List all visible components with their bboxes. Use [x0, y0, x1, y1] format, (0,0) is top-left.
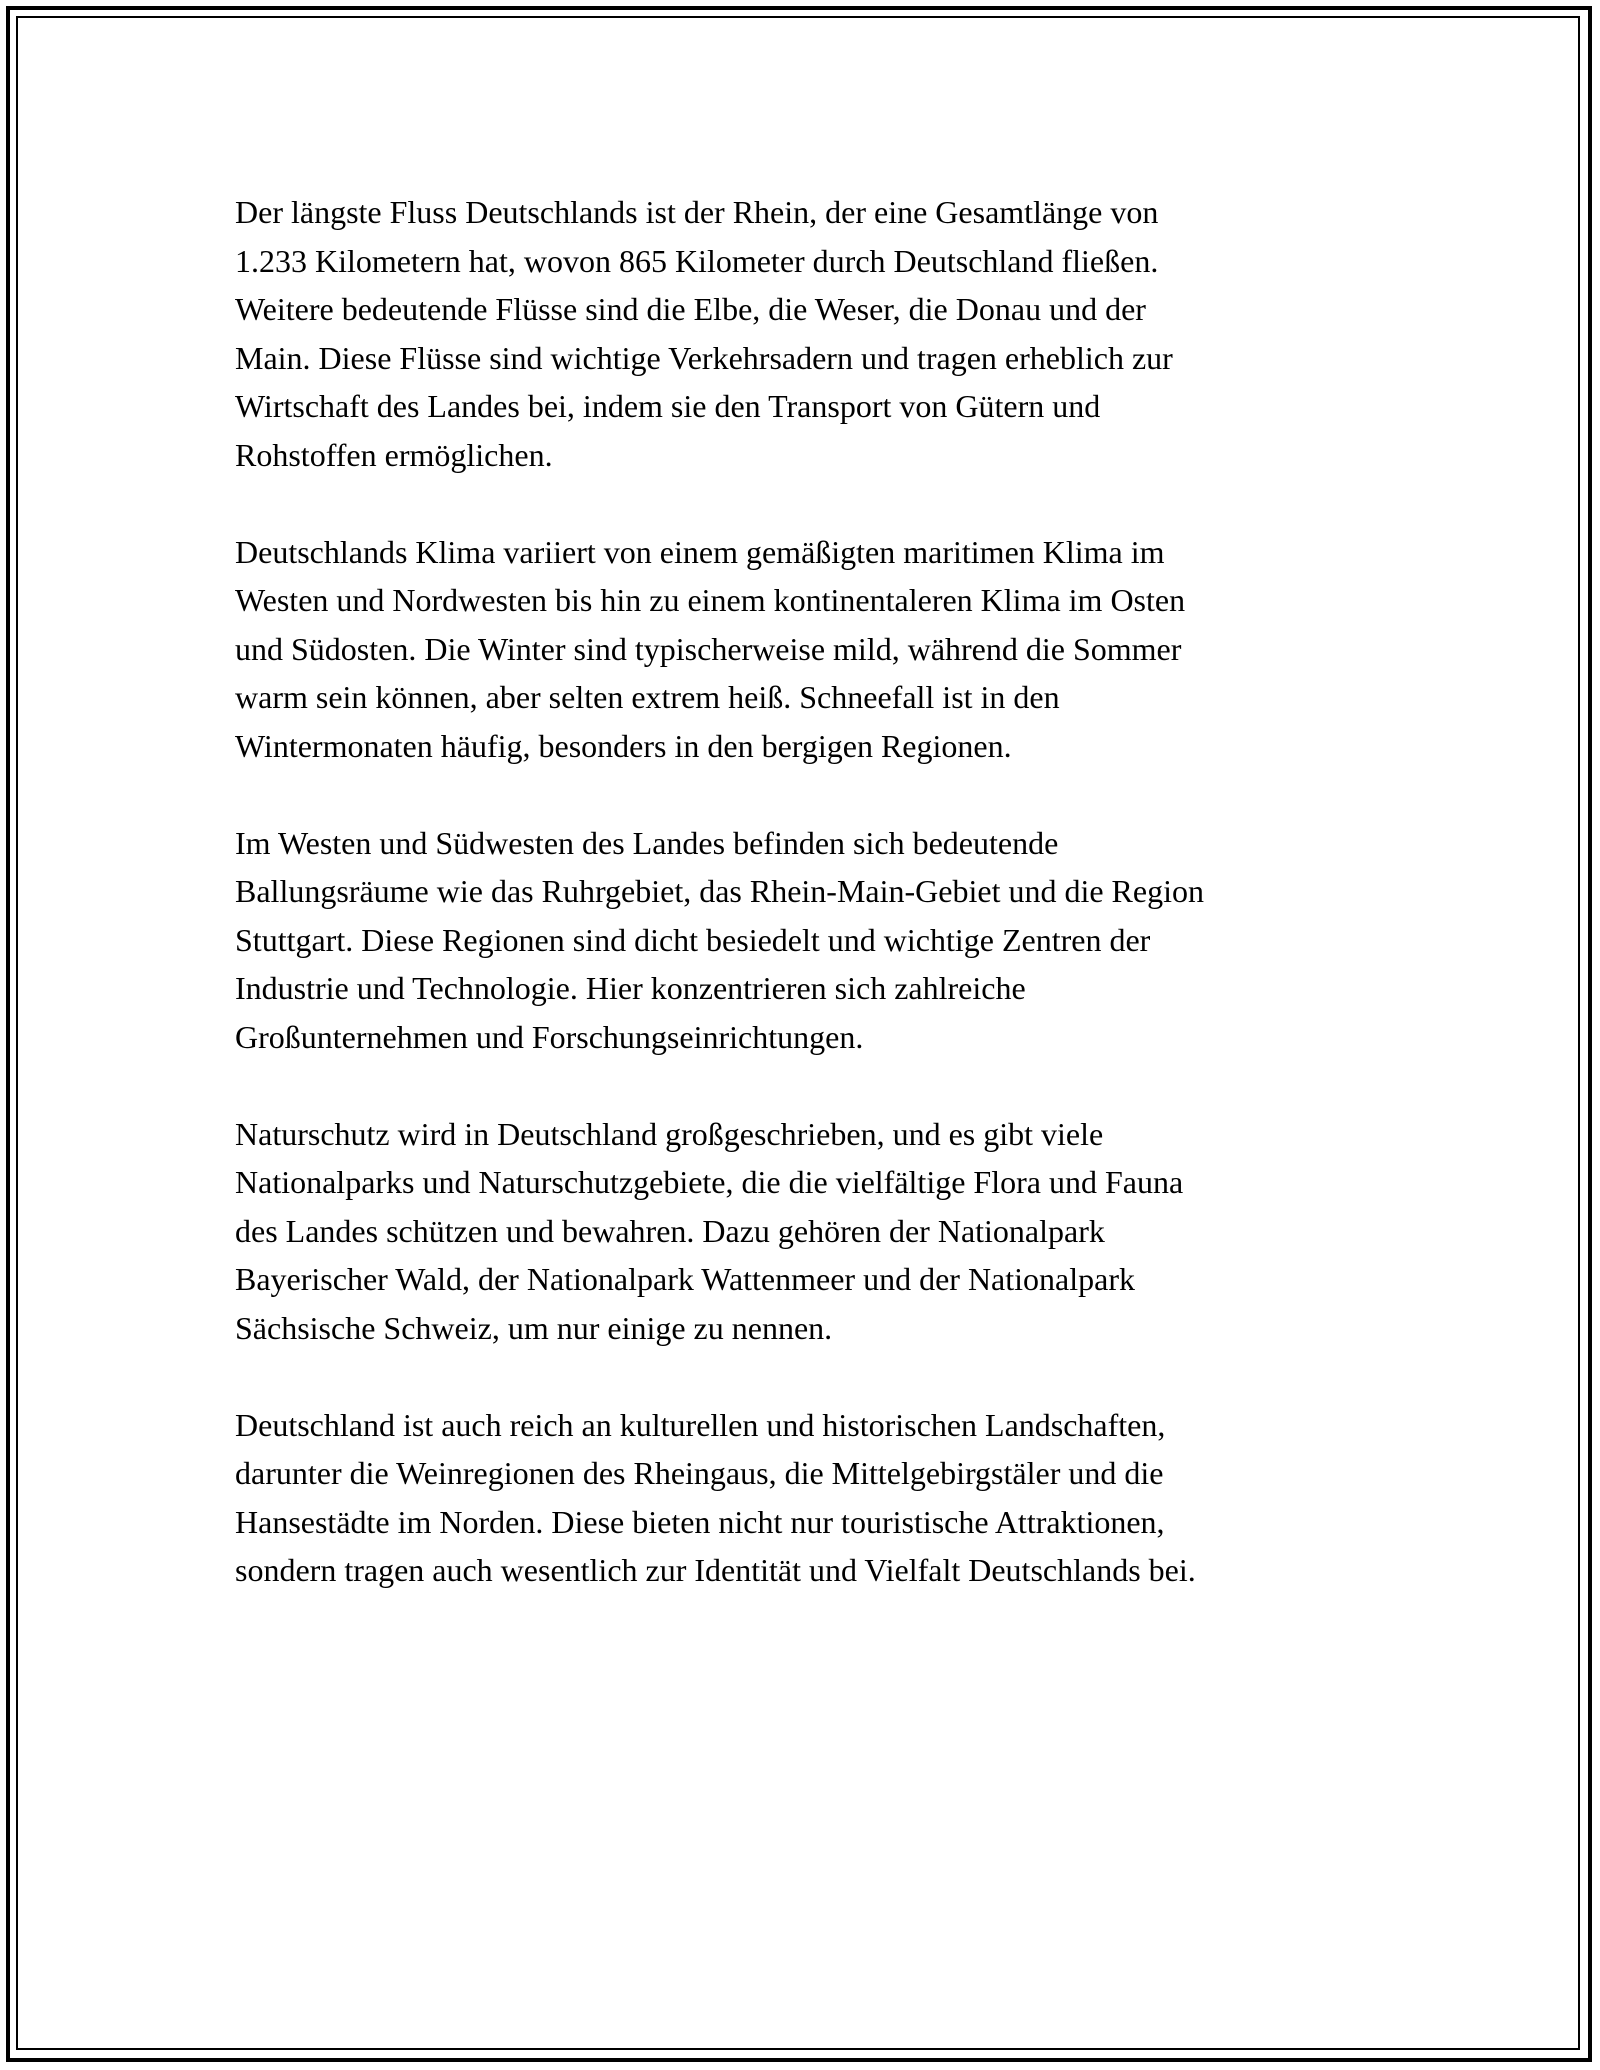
text-line: Weitere bedeutende Flüsse sind die Elbe, die Weser, die Donau und der [235, 291, 1146, 327]
text-line: Westen und Nordwesten bis hin zu einem kontinentaleren Klima im Osten [235, 582, 1186, 618]
text-line: Naturschutz wird in Deutschland großgeschrieben, und es gibt viele [235, 1115, 1104, 1152]
text-line: Sächsische Schweiz, um nur einige zu nennen. [235, 1309, 833, 1346]
text-line: Hansestädte im Norden. Diese bieten nicht nur touristische Attraktionen, [235, 1503, 1165, 1540]
text-line: sondern tragen auch wesentlich zur Identität und Vielfalt Deutschlands bei. [235, 1552, 1196, 1588]
text-line: Der längste Fluss Deutschlands ist der Rhein, der eine Gesamtlänge von [235, 194, 1159, 230]
text-line: Nationalparks und Naturschutzgebiete, die die vielfältige Flora und Fauna [235, 1164, 1184, 1200]
text-line: Wirtschaft des Landes bei, indem sie den Transport von Gütern und [235, 388, 1101, 424]
text-line: Industrie und Technologie. Hier konzentrieren sich zahlreiche [235, 970, 1026, 1006]
text-line: 1.233 Kilometern hat, wovon 865 Kilometer durch Deutschland fließen. [235, 242, 1159, 279]
paragraph-climate [235, 528, 1365, 771]
text-line: Rohstoffen ermöglichen. [235, 436, 553, 473]
text-line: des Landes schützen und bewahren. Dazu gehören der Nationalpark [235, 1212, 1105, 1249]
paragraph-culture [235, 1401, 1365, 1595]
paragraph-regions [235, 819, 1365, 1062]
text-line: Deutschlands Klima variiert von einem gemäßigten maritimen Klima im [235, 533, 1165, 570]
text-line: Wintermonaten häufig, besonders in den bergigen Regionen. [235, 727, 1012, 764]
document-body [235, 188, 1365, 1643]
text-line: und Südosten. Die Winter sind typischerweise mild, während die Sommer [235, 630, 1182, 667]
text-line: warm sein können, aber selten extrem heiß. Schneefall ist in den [235, 679, 1060, 715]
paragraph-rivers [235, 188, 1365, 479]
text-line: Ballungsräume wie das Ruhrgebiet, das Rhein-Main-Gebiet und die Region [235, 873, 1204, 909]
paragraph-nature [235, 1110, 1365, 1353]
text-line: Großunternehmen und Forschungseinrichtungen. [235, 1018, 864, 1055]
text-line: Main. Diese Flüsse sind wichtige Verkehrsadern und tragen erheblich zur [235, 339, 1173, 376]
text-line: darunter die Weinregionen des Rheingaus, die Mittelgebirgstäler und die [235, 1455, 1164, 1491]
text-line: Deutschland ist auch reich an kulturellen und historischen Landschaften, [235, 1406, 1166, 1443]
text-line: Im Westen und Südwesten des Landes befinden sich bedeutende [235, 824, 1059, 861]
text-line: Stuttgart. Diese Regionen sind dicht besiedelt und wichtige Zentren der [235, 921, 1151, 958]
text-line: Bayerischer Wald, der Nationalpark Wattenmeer und der Nationalpark [235, 1261, 1135, 1297]
